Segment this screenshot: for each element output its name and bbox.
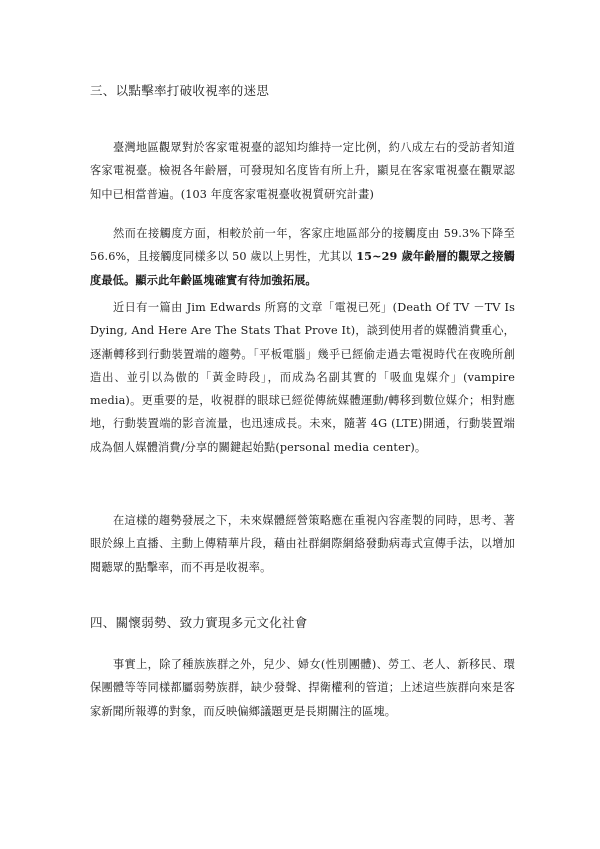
paragraph-media-strategy: 在這樣的趨勢發展之下，未來媒體經營策略應在重視內容產製的同時，思考、著眼於線上直播、主動上傳精華片段，藉由社群網際網絡發動病毒式宣傳手法，以增加閱聽眾的點擊率，而不再是收視率。: [90, 514, 515, 574]
section-heading-4: 四、關懷弱勢、致力實現多元文化社會: [90, 615, 308, 630]
paragraph-viewer-awareness: 臺灣地區觀眾對於客家電視臺的認知均維持一定比例，約八成左右的受訪者知道客家電視臺。檢視各年齡層，可發現知名度皆有所上升，顯見在客家電視臺在觀眾認知中已相當普遍。(103 年度客家電視臺收視質研究計畫): [90, 141, 515, 201]
paragraph-tv-is-dying: 近日有一篇由 Jim Edwards 所寫的文章「電視已死」(Death Of TV －TV Is Dying, And Here Are The Stats That Prove It)，談到使用者的媒體消費重心，逐漸轉移到行動裝置端的趨勢。「平板電腦」幾乎已經偷走過去電視時代在夜晚所創造出、並引以為傲的「黃金時段」，而成為名副其實的「吸血鬼媒介」(vampire media)。更重要的是，收視群的眼球已經從傳統媒體運動/轉移到數位媒介；相對應地，行動裝置端的影音流量，也迅速成長。未來，隨著 4G (LTE)開通，行動裝置端成為個人媒體消費/分享的關鍵起始點(personal media center)。: [90, 301, 515, 454]
paragraph-disadvantaged-groups: 事實上，除了種族族群之外，兒少、婦女(性別團體)、勞工、老人、新移民、環保團體等等同樣都屬弱勢族群，缺少發聲、捍衛權利的管道；上述這些族群向來是客家新聞所報導的對象，而反映偏鄉議題更是長期關注的區塊。: [90, 658, 515, 718]
contact-rate-emphasis: 15~29 歲年齡層的觀眾之接觸度最低。顯示此年齡區塊確實有待加強拓展。: [90, 249, 515, 287]
section-heading-3: 三、以點擊率打破收視率的迷思: [90, 83, 270, 98]
paragraph-contact-rate: [90, 222, 515, 292]
contact-rate-text: 然而在接觸度方面，相較於前一年，客家庄地區部分的接觸度由 59.3%下降至 56.6%，且接觸度同樣多以 50 歲以上男性，尤其以: [90, 227, 515, 264]
